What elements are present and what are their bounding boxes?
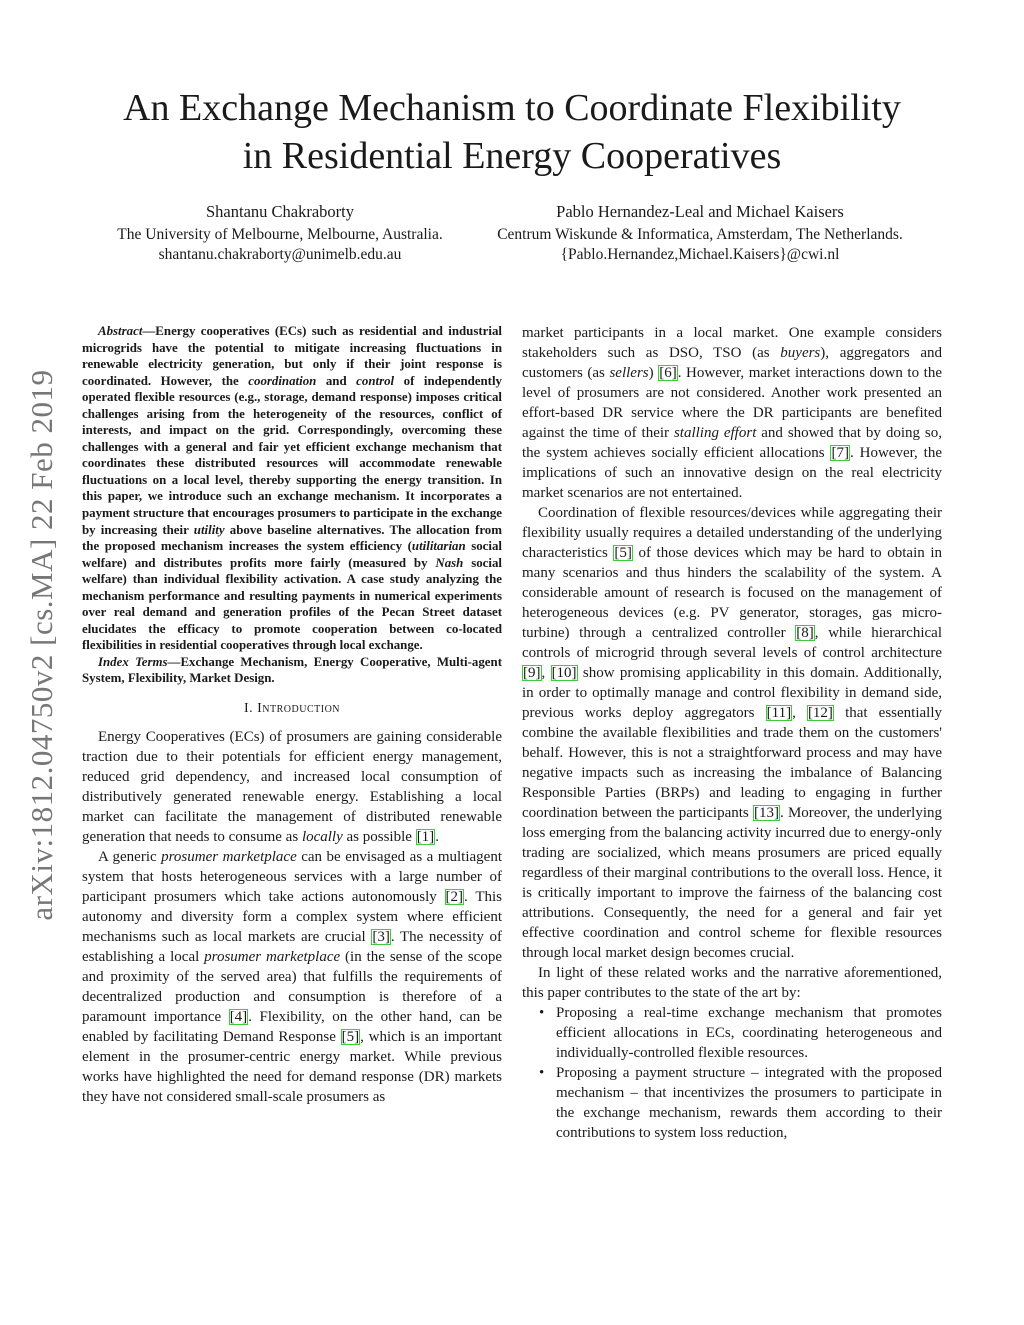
bullet-icon: •: [539, 1005, 545, 1021]
body-text: . However, market interactions down to the level of prosumers are not considered. Another work presented an effort-based DR service where the DR participants are benefited against the time of their: [522, 365, 942, 441]
arxiv-sidebar: [14, 340, 70, 950]
list-item-text: Proposing a real-time exchange mechanism that promotes efficient allocations in ECs, coordinating heterogeneous and individually-controlled flexible resources.: [556, 1005, 942, 1061]
citation-link[interactable]: [11]: [766, 705, 792, 721]
title-line-1: An Exchange Mechanism to Coordinate Flexibility: [123, 87, 901, 129]
abstract-text: Energy cooperatives (ECs) such as residential and industrial microgrids have the potential to mitigate increasing fluctuations in renewable electricity generation, but only if their joint response is coordinated. However, the: [82, 324, 502, 388]
body-text: . Flexibility, on the other hand, can be enabled by facilitating Demand Response: [82, 1009, 502, 1046]
body-text: Coordination of flexible resources/devices while aggregating their flexibility usually requires a detailed understanding of the underlying characteristics: [522, 505, 942, 561]
emphasis: sellers: [609, 365, 649, 381]
list-item: [522, 1003, 942, 1063]
body-text: . However, the implications of such an innovative design on the real electricity market scenarios are not entertained.: [522, 445, 943, 501]
body-text: can be envisaged as a multiagent system that hosts heterogeneous services with a large number of participant prosumers which take actions autonomously: [82, 849, 502, 906]
body-text: ): [648, 365, 659, 381]
body-text: . This autonomy and diversity form a complex system where efficient mechanisms such as local markets are crucial: [82, 889, 502, 946]
author-name: Pablo Hernandez-Leal and Michael Kaisers: [556, 202, 844, 221]
body-text: show promising applicability in this domain. Additionally, in order to optimally manage and control flexibility in demand side, previous works deploy aggregators: [522, 665, 943, 721]
title-line-2: in Residential Energy Cooperatives: [242, 135, 782, 177]
paper-title: [60, 84, 964, 180]
abstract: Abstract—Energy cooperatives (ECs) such as residential and industrial microgrids have the potential to mitigate increasing fluctuations in renewable electricity generation, but only if their joint response is coordinated. However, the coordination and control of independently operated flexible resources (e.g., storage, demand response) imposes critical challenges arising from the heterogeneity of the resources, conflict of interests, and impact on the grid. Correspondingly, overcoming these challenges with a general and fair yet efficient exchange mechanism that coordinates these distributed resources will accommodate renewable fluctuations on a local level, thereby supporting the energy transition. In this paper, we introduce such an exchange mechanism. It incorporates a payment structure that encourages prosumers to participate in the exchange by increasing their utility above baseline alternatives. The allocation from the proposed mechanism increases the system efficiency (utilitarian social welfare) and distributes profits more fairly (measured by Nash social welfare) than individual flexibility activation. A case study analyzing the mechanism performance and resulting payments in numerical experiments over real demand and generation profiles of the Pecan Street dataset elucidates the efficacy to promote cooperation between co-located flexibilities in residential cooperatives through local exchange.: [82, 324, 502, 653]
arxiv-identifier: arXiv:1812.04750v2 [cs.MA] 22 Feb 2019: [24, 369, 59, 921]
emphasis: buyers: [780, 345, 821, 361]
emphasis: prosumer marketplace: [204, 949, 341, 966]
author-affiliation: The University of Melbourne, Melbourne, Australia.: [117, 226, 443, 243]
author-name: Shantanu Chakraborty: [205, 202, 354, 221]
emphasis: locally: [301, 829, 343, 846]
body-text: . The necessity of establishing a local: [82, 929, 503, 966]
citation-link[interactable]: [6]: [659, 365, 677, 381]
citation-link[interactable]: [7]: [831, 445, 849, 461]
body-text: that essentially combine the available flexibilities and trade them on the customers' behalf. However, this is not a straightforward process and may have negative impacts such as increasing the imbalance of Balancing Responsible Parties (BRPs) and leading to engaging in further coordination between the participants: [522, 705, 942, 821]
body-text: Energy Cooperatives (ECs) of prosumers are gaining considerable traction due to their potentials for efficient energy management, reduced grid dependency, and increased local consumption of distributively generated renewable energy. Establishing a local market can facilitate the management of distributed renewable generation that needs to consume as: [82, 729, 502, 846]
right-paragraph-3: In light of these related works and the narrative aforementioned, this paper contributes to the state of the art by:: [522, 965, 942, 1001]
body-text: ,: [792, 705, 807, 721]
abstract-emphasis: coordination: [248, 373, 317, 388]
body-text: , which is an important element in the prosumer-centric energy market. While previous works have highlighted the need for demand response (DR) markets they have not considered small-scale prosumers as: [82, 1029, 502, 1106]
section-heading-introduction: I. Introduction: [243, 701, 341, 717]
list-item-text: Proposing a payment structure – integrated with the proposed mechanism – that incentivizes the prosumers to participate in the exchange mechanism, rewards them according to their contributions to system loss reduction,: [556, 1065, 942, 1141]
body-text: market participants in a local market. One example considers stakeholders such as DSO, TSO (as: [522, 325, 942, 361]
abstract-text: of independently operated flexible resources (e.g., storage, demand response) imposes critical challenges arising from the heterogeneity of the resources, conflict of interests, and impact on the grid. Correspondingly, overcoming these challenges with a general and fair yet efficient exchange mechanism that coordinates these distributed resources will accommodate renewable fluctuations on a local level, thereby supporting the energy transition. In this paper, we introduce such an exchange mechanism. It incorporates a payment structure that encourages prosumers to participate in the exchange by increasing their: [82, 373, 502, 537]
citation-link[interactable]: [2]: [445, 889, 464, 906]
citation-link[interactable]: [13]: [753, 805, 779, 821]
body-text: as possible: [342, 829, 416, 846]
intro-paragraph-2: [82, 847, 502, 1107]
citation-link[interactable]: [10]: [551, 665, 577, 681]
abstract-emphasis: Nash: [435, 555, 464, 570]
body-text: (in the sense of the scope and proximity of the served area) that fulfills the requirements of decentralized production and consumption is therefore of a paramount importance: [82, 949, 502, 1026]
author-email: {Pablo.Hernandez,Michael.Kaisers}@cwi.nl: [560, 246, 840, 263]
right-paragraph-2: [522, 503, 942, 963]
body-text: of those devices which may be hard to obtain in many scenarios and thus hinders the scalability of the system. A considerable amount of research is focused on the management of heterogeneous devices (e.g. PV generator, storages, gas micro-turbine) through a centralized controller: [522, 545, 942, 641]
right-paragraph-1: [522, 323, 942, 503]
abstract-text: social welfare) than individual flexibility activation. A case study analyzing the mechanism performance and resulting payments in numerical experiments over real demand and generation profiles of the Pecan Street dataset elucidates the efficacy to promote cooperation between co-located flexibilities in residential cooperatives through local exchange.: [82, 555, 502, 653]
abstract-text: and: [316, 373, 357, 388]
abstract-emphasis: utilitarian: [411, 539, 466, 554]
body-text: A generic: [98, 849, 162, 866]
citation-link[interactable]: [8]: [796, 625, 814, 641]
abstract-text: social welfare) and distributes profits more fairly (measured by: [82, 539, 502, 570]
right-column: [522, 323, 942, 1143]
citation-link[interactable]: [5]: [341, 1029, 360, 1046]
bullet-icon: •: [539, 1065, 545, 1081]
index-terms: Index Terms—Exchange Mechanism, Energy Cooperative, Multi-agent System, Flexibility, Market Design.: [82, 654, 502, 686]
left-column: [82, 323, 502, 1107]
index-terms-label: Index Terms: [98, 654, 168, 669]
abstract-emphasis: utility: [193, 522, 225, 537]
author-block-2: [470, 202, 930, 265]
citation-link[interactable]: [5]: [614, 545, 632, 561]
body-text: .: [435, 829, 439, 846]
index-terms-text: Exchange Mechanism, Energy Cooperative, Multi-agent System, Flexibility, Market Design.: [82, 654, 502, 686]
contributions-list: [522, 1003, 942, 1143]
citation-link[interactable]: [3]: [372, 929, 390, 946]
abstract-label: Abstract: [98, 324, 143, 338]
body-text: , while hierarchical controls of microgrid through several levels of control architecture: [522, 625, 942, 661]
list-item: [522, 1063, 942, 1143]
emphasis: stalling effort: [673, 425, 757, 441]
body-text: ), aggregators and customers (as: [522, 345, 942, 381]
citation-link[interactable]: [9]: [523, 665, 541, 681]
abstract-emphasis: control: [356, 373, 395, 388]
body-text: and showed that by doing so, the system achieves socially efficient allocations: [522, 425, 942, 461]
citation-link[interactable]: [4]: [229, 1009, 248, 1026]
body-text: . Moreover, the underlying loss emerging from the balancing activity incurred due to energy-only trading are socialized, which means prosumers are priced equally regardless of their marginal contributions to the overall loss. Hence, it is critically important to improve the fairness of the balancing cost attributions. Consequently, the need for a general and fair yet effective coordination and control scheme for flexible resources through local market design becomes crucial.: [522, 805, 943, 961]
citation-link[interactable]: [12]: [807, 705, 833, 721]
citation-link[interactable]: [1]: [416, 829, 435, 846]
body-text: ,: [541, 665, 551, 681]
author-email: shantanu.chakraborty@unimelb.edu.au: [158, 246, 402, 263]
abstract-text: above baseline alternatives. The allocation from the proposed mechanism increases the system efficiency (: [82, 522, 502, 554]
intro-paragraph-1: [82, 727, 502, 847]
author-affiliation: Centrum Wiskunde & Informatica, Amsterdam, The Netherlands.: [497, 226, 903, 243]
emphasis: prosumer marketplace: [161, 849, 297, 866]
author-block-1: [80, 202, 480, 265]
